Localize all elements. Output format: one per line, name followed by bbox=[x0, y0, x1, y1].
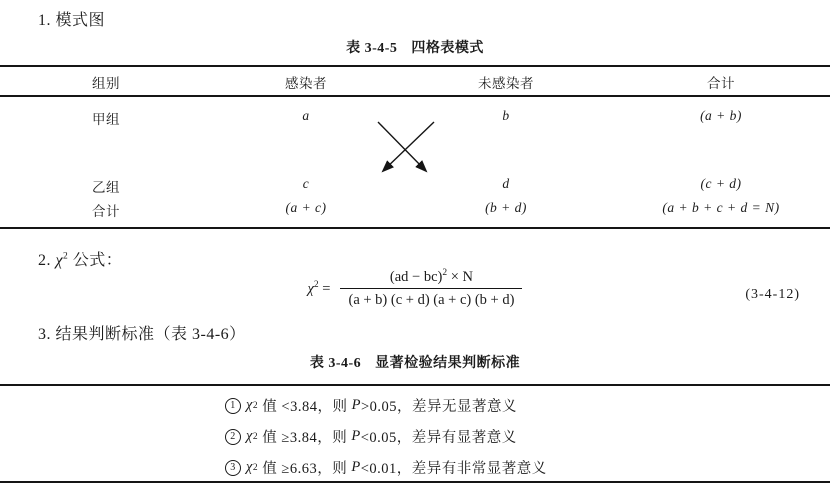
section-1-heading: 1. 模式图 bbox=[38, 12, 106, 29]
criteria-row-3 bbox=[225, 452, 547, 483]
section-2-label: 公式： bbox=[72, 252, 123, 269]
chi-symbol: χ bbox=[55, 252, 64, 269]
table-345-top-rule bbox=[0, 65, 830, 67]
criteria-condition: 值 ≥3.84，则 bbox=[258, 430, 352, 446]
table-row bbox=[0, 200, 830, 220]
p-symbol: P bbox=[351, 428, 361, 444]
criteria-conclusion: <0.05，差异有显著意义 bbox=[360, 430, 517, 446]
header-group: 组别 bbox=[92, 76, 120, 91]
section-3-heading: 3. 结果判断标准（表 3-4-6） bbox=[38, 326, 246, 343]
chi-superscript: 2 bbox=[252, 462, 259, 473]
header-infected: 感染者 bbox=[285, 76, 327, 91]
circled-number-2: 2 bbox=[225, 429, 241, 445]
table-345-title-text: 四格表模式 bbox=[411, 41, 484, 56]
numerator-base: (ad − bc) bbox=[389, 269, 443, 285]
section-2-number: 2. bbox=[38, 252, 51, 269]
table-row bbox=[0, 176, 830, 196]
chi-symbol: χ bbox=[246, 397, 253, 413]
cell-a-plus-b: (a + b) bbox=[700, 108, 742, 123]
header-uninfected: 未感染者 bbox=[478, 76, 534, 91]
cell-total-label: 合计 bbox=[92, 204, 120, 219]
equation-number: (3-4-12) bbox=[745, 287, 800, 302]
fraction-denominator: (a + b) (c + d) (a + c) (b + d) bbox=[340, 288, 522, 309]
circled-number-1: 1 bbox=[225, 398, 241, 414]
p-symbol: P bbox=[351, 459, 361, 475]
section-2-heading bbox=[38, 247, 122, 270]
numerator-superscript: 2 bbox=[442, 268, 448, 279]
cell-a-plus-c: (a + c) bbox=[285, 200, 327, 215]
table-345-bottom-rule bbox=[0, 227, 830, 229]
p-symbol: P bbox=[351, 397, 361, 413]
table-345-header-row bbox=[0, 72, 830, 92]
criteria-row-1 bbox=[225, 390, 547, 421]
fraction-numerator bbox=[340, 268, 522, 288]
table-345-title bbox=[0, 37, 830, 57]
criteria-list bbox=[225, 390, 547, 483]
cell-c: c bbox=[302, 176, 310, 191]
table-346-top-rule bbox=[0, 384, 830, 386]
table-345-title-number: 表 3-4-5 bbox=[346, 41, 398, 56]
criteria-condition: 值 ≥6.63，则 bbox=[258, 461, 352, 477]
table-345-header-rule bbox=[0, 95, 830, 97]
criteria-condition: 值 <3.84，则 bbox=[258, 399, 352, 415]
cell-grand-total: (a + b + c + d = N) bbox=[662, 200, 780, 215]
table-346-title bbox=[0, 352, 830, 372]
chi-square-formula bbox=[0, 268, 830, 309]
cell-d: d bbox=[502, 176, 510, 191]
formula-lhs bbox=[308, 280, 331, 298]
numerator-tail: × N bbox=[447, 269, 474, 285]
cell-c-plus-d: (c + d) bbox=[700, 176, 742, 191]
criteria-conclusion: <0.01，差异有非常显著意义 bbox=[360, 461, 547, 477]
table-346-title-text: 显著检验结果判断标准 bbox=[375, 356, 521, 371]
cell-group-b: 乙组 bbox=[92, 180, 120, 195]
circled-number-3: 3 bbox=[225, 460, 241, 476]
table-346-title-number: 表 3-4-6 bbox=[309, 356, 362, 371]
chi-symbol: χ bbox=[246, 428, 253, 444]
chi-superscript: 2 bbox=[252, 400, 259, 411]
cell-a: a bbox=[302, 108, 310, 123]
header-total: 合计 bbox=[707, 76, 735, 91]
criteria-row-2 bbox=[225, 421, 547, 452]
cell-b-plus-d: (b + d) bbox=[485, 200, 527, 215]
chi-superscript: 2 bbox=[252, 431, 259, 442]
criteria-conclusion: >0.05，差异无显著意义 bbox=[360, 399, 517, 415]
equals-sign: = bbox=[322, 280, 331, 297]
chi-symbol: χ bbox=[246, 459, 253, 475]
chi-superscript: 2 bbox=[63, 251, 69, 262]
formula-fraction bbox=[340, 268, 522, 309]
cell-group-a: 甲组 bbox=[92, 112, 120, 127]
chi-superscript: 2 bbox=[313, 279, 319, 290]
cross-arrows-icon bbox=[368, 112, 442, 182]
cell-b: b bbox=[502, 108, 510, 123]
chi-symbol: χ bbox=[307, 280, 314, 297]
